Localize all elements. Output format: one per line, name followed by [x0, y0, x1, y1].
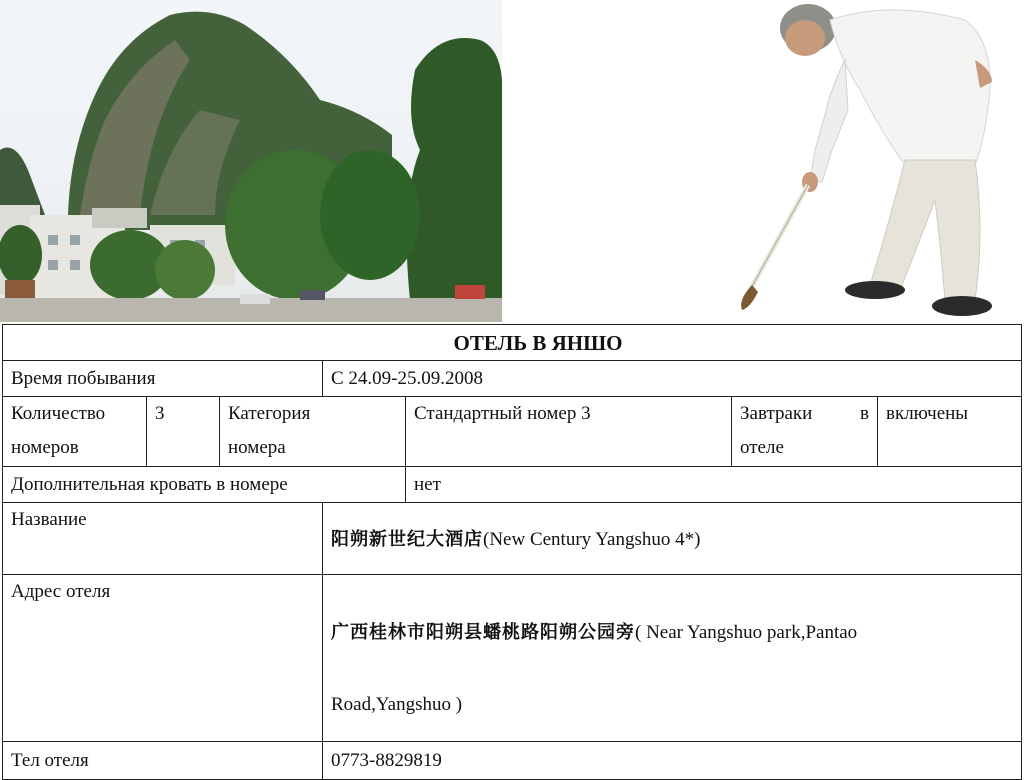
breakfast-label: [732, 397, 878, 467]
stay-label: Время побывания: [3, 361, 323, 397]
name-label: Название: [3, 503, 323, 575]
name-value: [323, 503, 1022, 575]
breakfast-label-word3: отеле: [740, 437, 784, 458]
extra-bed-value: нет: [406, 467, 1022, 503]
address-value: [323, 575, 1022, 742]
category-label: [220, 397, 406, 467]
rooms-value: 3: [147, 397, 220, 467]
rooms-label: [3, 397, 147, 467]
mountain-photo: [0, 0, 502, 322]
phone-label: Тел отеля: [3, 742, 323, 780]
address-cjk: 广西桂林市阳朔县蟠桃路阳朔公园旁: [331, 622, 635, 643]
rooms-label-line1: Количество: [11, 403, 106, 424]
category-label-line1: Категория: [228, 403, 311, 424]
phone-value: 0773-8829819: [323, 742, 1022, 780]
table-title: ОТЕЛЬ В ЯНШО: [3, 325, 1022, 361]
category-label-line2: номера: [228, 437, 286, 458]
breakfast-label-word1: Завтраки: [740, 403, 813, 424]
hotel-name-latin: (New Century Yangshuo 4*): [483, 529, 701, 550]
address-latin-line2: Road,Yangshuo ): [331, 694, 463, 715]
calligrapher-photo: [730, 0, 1024, 322]
category-value: Стандартный номер 3: [406, 397, 732, 467]
breakfast-value: включены: [878, 397, 1022, 467]
stay-value: С 24.09-25.09.2008: [323, 361, 1022, 397]
breakfast-label-word2: в: [860, 403, 869, 424]
address-latin-line1: ( Near Yangshuo park,Pantao: [635, 622, 858, 643]
address-label: Адрес отеля: [3, 575, 323, 742]
hotel-info-table: [2, 324, 1022, 780]
rooms-label-line2: номеров: [11, 437, 79, 458]
hotel-name-cjk: 阳朔新世纪大酒店: [331, 529, 483, 550]
extra-bed-label: Дополнительная кровать в номере: [3, 467, 406, 503]
